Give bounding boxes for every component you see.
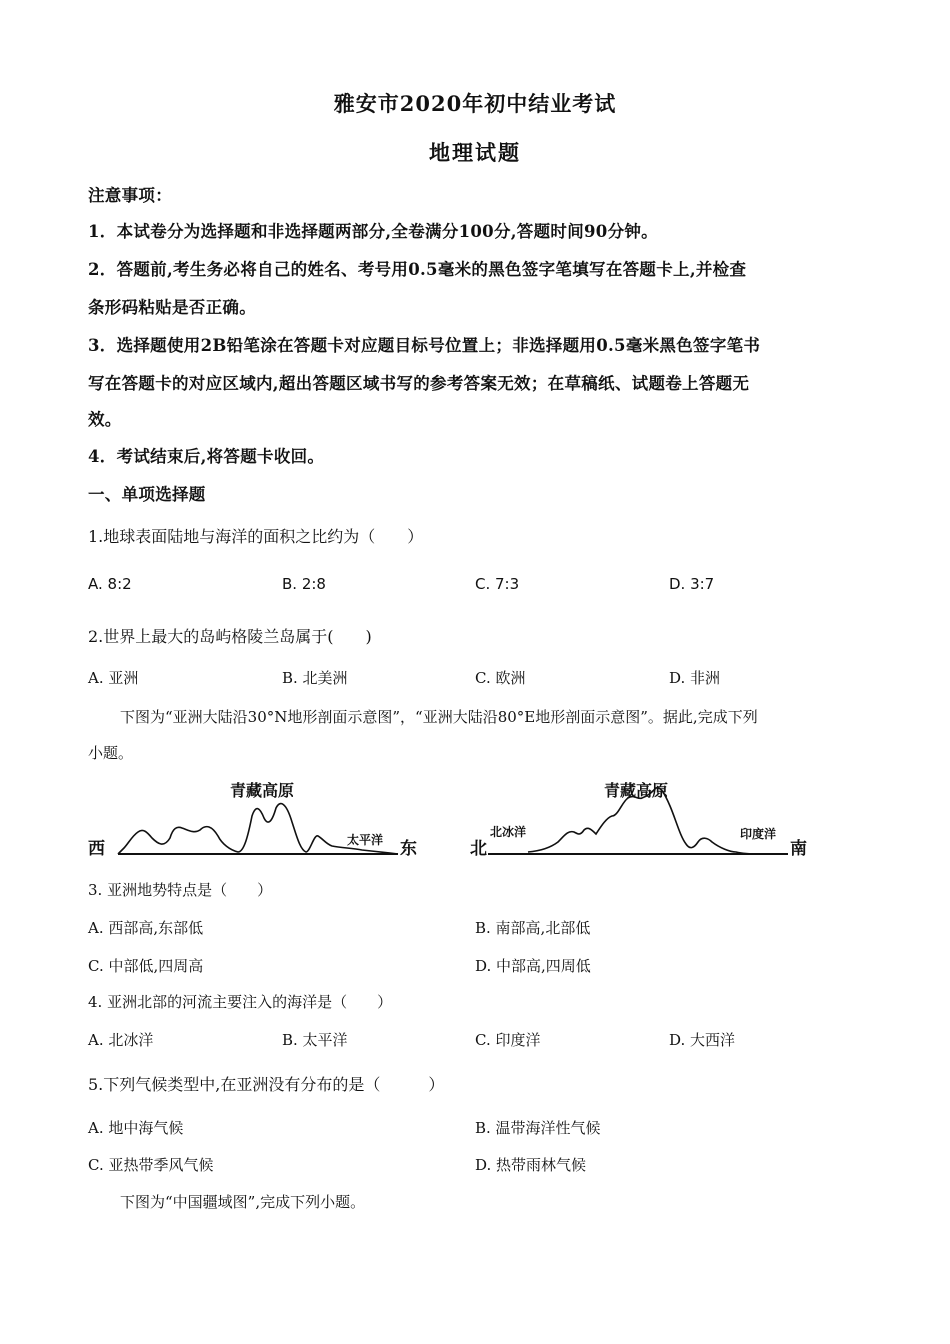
q1-option-c[interactable]: C. 7:3 <box>475 575 520 593</box>
q1-option-b[interactable]: B. 2:8 <box>282 575 326 593</box>
intro-1-line1: 下图为“亚洲大陆沿30°N地形剖面示意图”，“亚洲大陆沿80°E地形剖面示意图”。据此,完成下列 <box>120 708 758 726</box>
q4-option-c[interactable]: C. 印度洋 <box>475 1031 541 1049</box>
label-east: 东 <box>400 839 417 859</box>
q5-option-a[interactable]: A. 地中海气候 <box>88 1119 184 1137</box>
label-indian-ocean: 印度洋 <box>740 827 777 841</box>
q2-option-a[interactable]: A. 亚洲 <box>88 669 139 687</box>
label-pacific: 太平洋 <box>347 833 384 847</box>
notice-item-3-line1: 3．选择题使用2B铅笔涂在答题卡对应题目标号位置上；非选择题用0.5毫米黑色签字笔书 <box>88 336 761 355</box>
q2-option-b[interactable]: B. 北美洲 <box>282 669 348 687</box>
q2-option-c[interactable]: C. 欧洲 <box>475 669 526 687</box>
q5-stem: 5.下列气候类型中,在亚洲没有分布的是（ ） <box>88 1075 445 1094</box>
notice-item-2-line2: 条形码粘贴是否正确。 <box>88 298 256 317</box>
q1-option-a[interactable]: A. 8:2 <box>88 575 132 593</box>
q2-option-d[interactable]: D. 非洲 <box>669 669 721 687</box>
notice-item-1: 1．本试卷分为选择题和非选择题两部分,全卷满分100分,答题时间90分钟。 <box>88 222 658 241</box>
q5-option-c[interactable]: C. 亚热带季风气候 <box>88 1156 214 1174</box>
q5-option-d[interactable]: D. 热带雨林气候 <box>475 1156 587 1174</box>
q5-option-b[interactable]: B. 温带海洋性气候 <box>475 1119 601 1137</box>
profile-30n <box>88 781 417 859</box>
notice-item-3-line3: 效。 <box>88 410 122 429</box>
notice-item-2-line1: 2．答题前,考生务必将自己的姓名、考号用0.5毫米的黑色签字笔填写在答题卡上,并检查 <box>88 260 747 279</box>
terrain-profile-figure <box>80 772 820 864</box>
label-north: 北 <box>470 839 487 859</box>
intro-1-line2: 小题。 <box>88 744 134 762</box>
notice-item-3-line2: 写在答题卡的对应区域内,超出答题区域书写的参考答案无效；在草稿纸、试题卷上答题无 <box>88 374 750 393</box>
label-west: 西 <box>88 839 105 859</box>
q4-stem: 4. 亚洲北部的河流主要注入的海洋是（ ） <box>88 993 393 1011</box>
subject-title: 地理试题 <box>429 140 521 165</box>
q3-option-b[interactable]: B. 南部高,北部低 <box>475 919 591 937</box>
q3-option-c[interactable]: C. 中部低,四周高 <box>88 957 204 975</box>
profile-80e <box>470 781 807 859</box>
label-qinghai-tibet-left: 青藏高原 <box>230 781 295 800</box>
section-heading: 一、单项选择题 <box>88 485 206 504</box>
q4-option-d[interactable]: D. 大西洋 <box>669 1031 736 1049</box>
notice-item-4: 4．考试结束后,将答题卡收回。 <box>88 447 325 466</box>
q4-option-b[interactable]: B. 太平洋 <box>282 1031 348 1049</box>
q3-option-a[interactable]: A. 西部高,东部低 <box>88 919 204 937</box>
notice-heading: 注意事项： <box>88 186 172 205</box>
label-south: 南 <box>790 839 807 859</box>
label-qinghai-tibet-right: 青藏高原 <box>604 781 669 800</box>
q2-stem: 2.世界上最大的岛屿格陵兰岛属于( ) <box>88 627 372 646</box>
exam-title: 雅安市2020年初中结业考试 <box>333 91 617 116</box>
q1-option-d[interactable]: D. 3:7 <box>669 575 715 593</box>
label-arctic-ocean: 北冰洋 <box>490 825 527 839</box>
q1-stem: 1.地球表面陆地与海洋的面积之比约为（ ） <box>88 527 424 546</box>
q3-option-d[interactable]: D. 中部高,四周低 <box>475 957 591 975</box>
q3-stem: 3. 亚洲地势特点是（ ） <box>88 881 273 899</box>
intro-2-line1: 下图为“中国疆域图”,完成下列小题。 <box>120 1193 366 1211</box>
q4-option-a[interactable]: A. 北冰洋 <box>88 1031 154 1049</box>
